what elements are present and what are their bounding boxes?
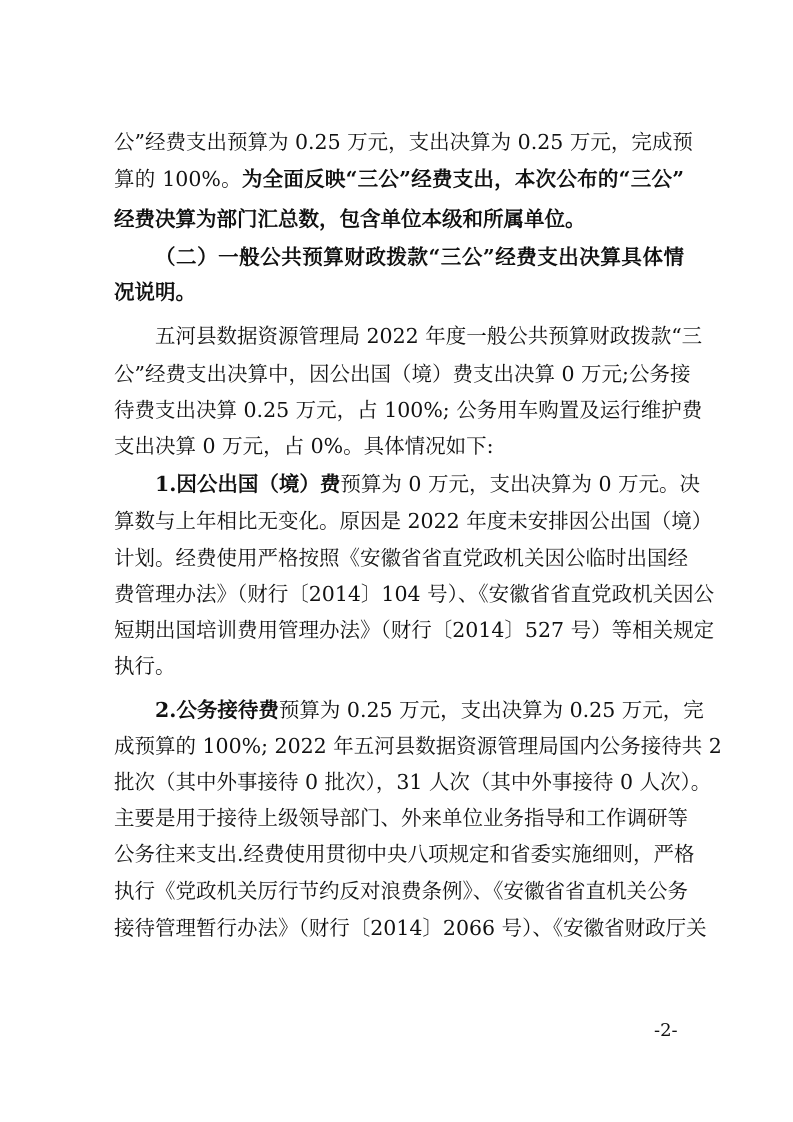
text-line xyxy=(114,840,695,868)
text-segment: 公务往来支出.经费使用贯彻中央八项规定和省委实施细则，严格 xyxy=(114,842,695,866)
text-segment: 五河县数据资源管理局 2022 年度一般公共预算财政拨款“三 xyxy=(155,324,703,348)
text-segment: 主要是用于接待上级领导部门、外来单位业务指导和工作调研等 xyxy=(114,806,688,830)
bold-text-segment: 况说明。 xyxy=(114,280,196,304)
text-segment: 接待管理暂行办法》（财行〔2014〕2066 号）、《安徽省财政厅关 xyxy=(114,916,707,940)
text-line xyxy=(114,205,684,233)
text-line xyxy=(114,580,715,608)
text-line xyxy=(155,322,703,350)
text-line xyxy=(114,360,691,388)
text-segment: 短期出国培训费用管理办法》（财行〔2014〕527 号）等相关规定 xyxy=(114,618,715,642)
bold-text-segment: 经费决算为部门汇总数，包含单位本级和所属单位。 xyxy=(114,207,586,231)
text-line xyxy=(114,128,693,156)
text-line xyxy=(155,470,701,498)
text-segment: 计划。经费使用严格按照《安徽省省直党政机关因公临时出国经 xyxy=(114,546,688,570)
text-line xyxy=(114,432,684,460)
text-line xyxy=(114,732,722,760)
text-line xyxy=(114,768,712,796)
text-line xyxy=(155,696,704,724)
text-line xyxy=(114,652,684,680)
text-segment: 执行《党政机关厉行节约反对浪费条例》、《安徽省省直机关公务 xyxy=(114,879,688,903)
text-line xyxy=(114,278,684,306)
text-segment: 待费支出决算 0.25 万元，占 100%; 公务用车购置及运行维护费 xyxy=(114,398,703,422)
text-line xyxy=(155,243,684,271)
bold-text-segment: 为全面反映“三公”经费支出，本次公布的“三公” xyxy=(241,167,685,191)
text-segment: 成预算的 100%; 2022 年五河县数据资源管理局国内公务接待共 2 xyxy=(114,734,722,758)
text-segment: 公”经费支出预算为 0.25 万元，支出决算为 0.25 万元，完成预 xyxy=(114,130,693,154)
text-line xyxy=(114,804,688,832)
text-line xyxy=(114,507,713,535)
text-segment: 支出决算 0 万元，占 0%。具体情况如下: xyxy=(114,434,494,458)
text-segment: 预算为 0.25 万元，支出决算为 0.25 万元，完 xyxy=(278,698,704,722)
text-segment: 执行。 xyxy=(114,654,176,678)
text-segment: 公”经费支出决算中，因公出国（境）费支出决算 0 万元;公务接 xyxy=(114,362,691,386)
text-line xyxy=(114,544,688,572)
text-segment: 预算为 0 万元，支出决算为 0 万元。决 xyxy=(340,472,701,496)
text-segment: 算的 100%。 xyxy=(114,167,242,191)
page-number: -2- xyxy=(654,1020,678,1041)
text-segment: 批次（其中外事接待 0 批次），31 人次（其中外事接待 0 人次）。 xyxy=(114,770,712,794)
text-line xyxy=(114,396,703,424)
text-line xyxy=(114,914,707,942)
text-segment: 算数与上年相比无变化。原因是 2022 年度未安排因公出国（境） xyxy=(114,509,713,533)
text-line xyxy=(114,165,684,193)
bold-text-segment: 1.因公出国（境）费 xyxy=(155,472,341,496)
bold-text-segment: 2.公务接待费 xyxy=(155,698,279,722)
text-line xyxy=(114,616,715,644)
bold-text-segment: （二）一般公共预算财政拨款“三公”经费支出决算具体情 xyxy=(155,245,684,269)
text-segment: 费管理办法》（财行〔2014〕104 号）、《安徽省省直党政机关因公 xyxy=(114,582,715,606)
text-line xyxy=(114,877,688,905)
